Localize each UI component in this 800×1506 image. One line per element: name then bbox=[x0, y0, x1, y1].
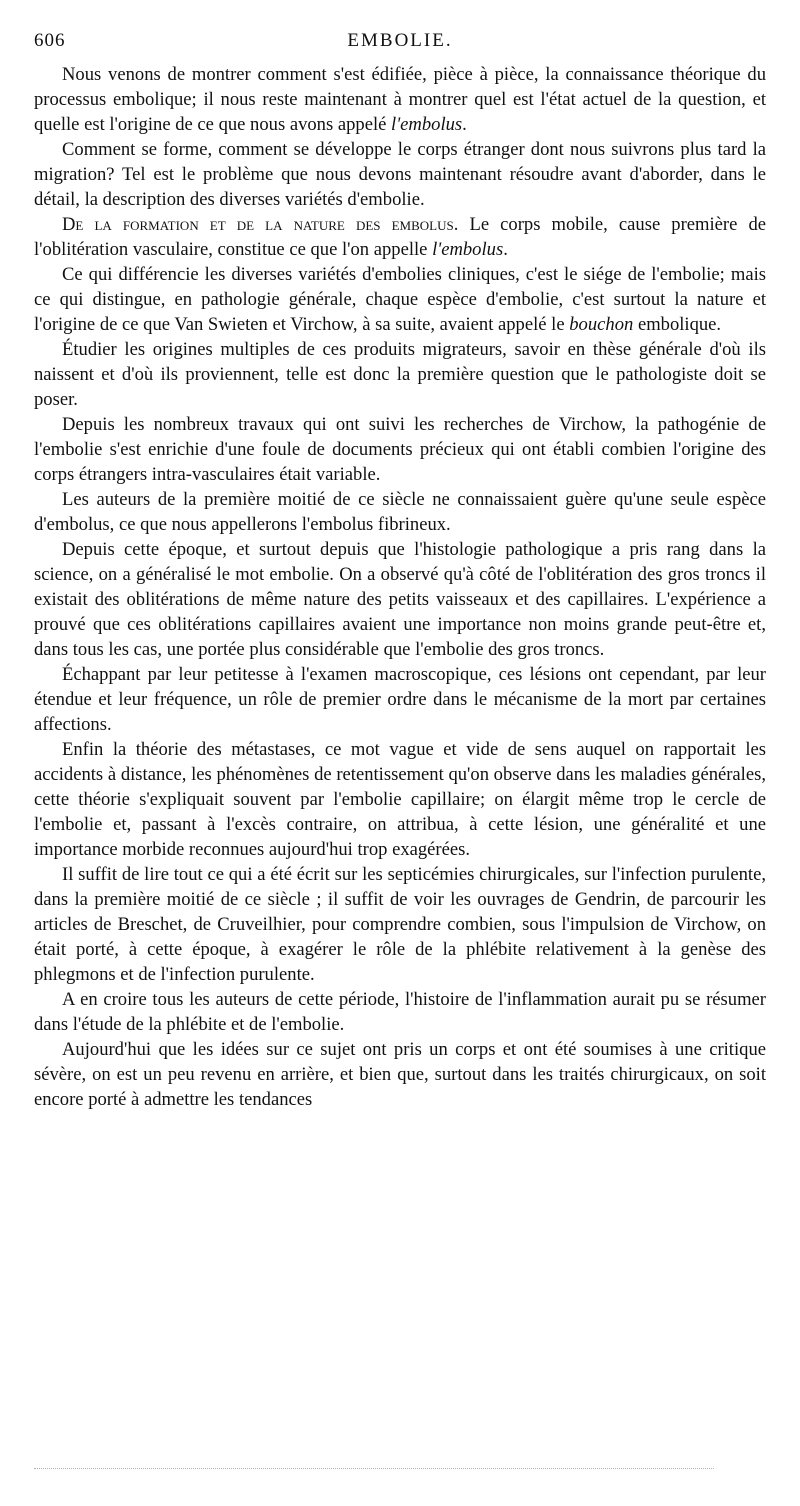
paragraph: Enfin la théorie des métastases, ce mot vague et vide de sens auquel on rapportait les accidents à distance, les phénomènes de retentissement qu'on observe dans les maladies générales, cette théorie s'expliquait souvent par l'embolie capillaire; on élargit même trop le cercle de l'embolie et, passant à l'excès contraire, on attribua, à cette lésion, une généralité et une importance morbide reconnues aujourd'hui trop exagérées. bbox=[34, 739, 766, 860]
paragraph: Nous venons de montrer comment s'est édifiée, pièce à pièce, la connaissance théorique du processus embolique; il nous reste maintenant à montrer quel est l'état actuel de la question, et quelle est l'origine de ce que nous avons appelé l'embolus. bbox=[34, 64, 766, 135]
paragraph: Il suffit de lire tout ce qui a été écrit sur les septicémies chirurgicales, sur l'infection purulente, dans la première moitié de ce siècle ; il suffit de voir les ouvrages de Gendrin, de parcourir les articles de Breschet, de Cruveilhier, pour comprendre combien, sous l'impulsion de Virchow, on était porté, à cette époque, à exagérer le rôle de la phlébite relativement à la genèse des phlegmons et de l'infection purulente. bbox=[34, 864, 766, 985]
paragraph: Aujourd'hui que les idées sur ce sujet ont pris un corps et ont été soumises à une critique sévère, on est un peu revenu en arrière, et bien que, surtout dans les traités chirurgicaux, on soit encore porté à admettre les tendances bbox=[34, 1039, 766, 1110]
paragraph: Depuis cette époque, et surtout depuis que l'histologie pathologique a pris rang dans la science, on a généralisé le mot embolie. On a observé qu'à côté de l'oblitération des gros troncs il existait des oblitérations de même nature des petits vaisseaux et des capillaires. L'expérience a prouvé que ces oblitérations capillaires avaient une importance non moins grande peut-être et, dans tous les cas, une portée plus considérable que l'embolie des gros troncs. bbox=[34, 539, 766, 660]
page-header bbox=[34, 28, 766, 62]
document-page bbox=[34, 28, 766, 1112]
paragraph: Les auteurs de la première moitié de ce siècle ne connaissaient guère qu'une seule espèce d'embolus, ce que nous appellerons l'embolus fibrineux. bbox=[34, 489, 766, 535]
paragraph: Depuis les nombreux travaux qui ont suivi les recherches de Virchow, la pathogénie de l'embolie s'est enrichie d'une foule de documents précieux qui ont établi combien l'origine des corps étrangers intra-vasculaires était variable. bbox=[34, 414, 766, 485]
section-heading: De la formation et de la nature des embolus. bbox=[62, 214, 459, 235]
page-number: 606 bbox=[34, 30, 66, 51]
paragraph: Comment se forme, comment se développe le corps étranger dont nous suivrons plus tard la migration? Tel est le problème que nous devons maintenant résoudre avant d'aborder, dans le détail, la description des diverses variétés d'embolie. bbox=[34, 139, 766, 210]
footer-rule bbox=[34, 1468, 714, 1469]
paragraph: Échappant par leur petitesse à l'examen macroscopique, ces lésions ont cependant, par leur étendue et leur fréquence, un rôle de premier ordre dans le mécanisme de la mort par certaines affections. bbox=[34, 664, 766, 735]
body-text bbox=[34, 62, 766, 1112]
paragraph: De la formation et de la nature des embolus. Le corps mobile, cause première de l'oblitération vasculaire, constitue ce que l'on appelle l'embolus. bbox=[34, 214, 766, 260]
paragraph: Ce qui différencie les diverses variétés d'embolies cliniques, c'est le siége de l'embolie; mais ce qui distingue, en pathologie générale, chaque espèce d'embolie, c'est surtout la nature et l'origine de ce que Van Swieten et Virchow, à sa suite, avaient appelé le bouchon embolique. bbox=[34, 264, 766, 335]
running-head: EMBOLIE. bbox=[347, 30, 453, 51]
paragraph: A en croire tous les auteurs de cette période, l'histoire de l'inflammation aurait pu se résumer dans l'étude de la phlébite et de l'embolie. bbox=[34, 989, 766, 1035]
paragraph: Étudier les origines multiples de ces produits migrateurs, savoir en thèse générale d'où ils naissent et d'où ils proviennent, telle est donc la première question que le pathologiste doit se poser. bbox=[34, 339, 766, 410]
